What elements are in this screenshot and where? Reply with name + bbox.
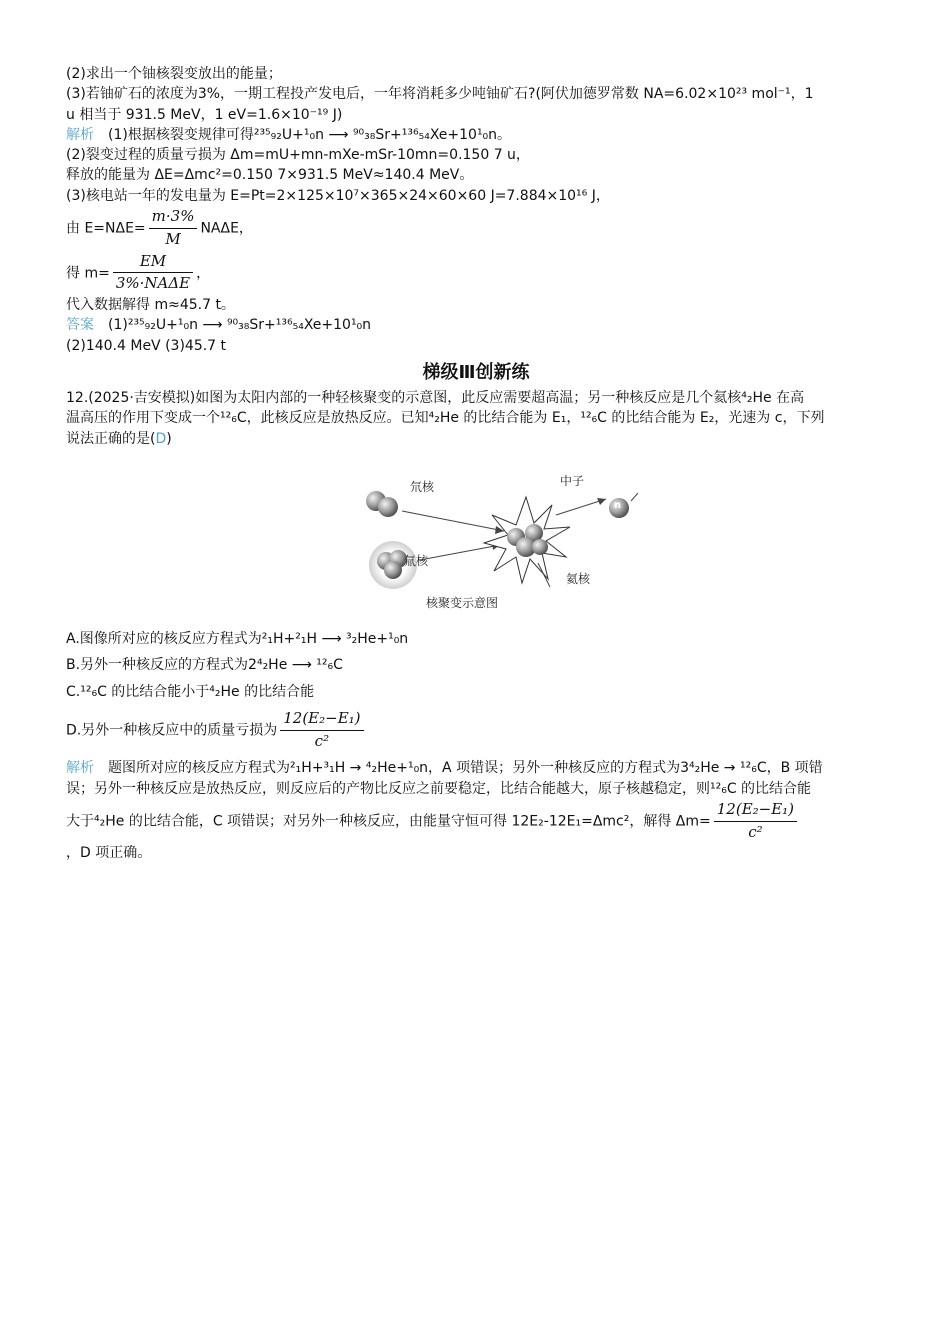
fusion-diagram: [338, 453, 638, 623]
fraction-denominator: c²: [748, 822, 763, 841]
answer-choice: D: [155, 430, 167, 447]
analysis-line-4: (3)核电站一年的发电量为 E=Pt=2×125×10⁷×365×24×60×60 J=7.884×10¹⁶ J，: [66, 187, 610, 204]
fraction: [113, 251, 193, 296]
analysis-line-7: 代入数据解得 m≈45.7 t。: [66, 297, 235, 314]
analysis-text: 题图所对应的核反应方程式为²₁H+³₁H → ⁴₂He+¹₀n，A 项错误；另外一种核反应的方程式为3⁴₂He → ¹²₆C，B 项错: [108, 760, 823, 777]
analysis-tag: 解析: [66, 126, 94, 143]
analysis-tag: 解析: [66, 760, 94, 777]
fraction: [280, 708, 363, 753]
option-d-text: D.另外一种核反应中的质量亏损为: [66, 722, 278, 739]
fraction-denominator: M: [165, 229, 181, 248]
analysis-line-6: [66, 251, 886, 296]
analysis-line-1: [66, 125, 886, 145]
answer-text-1: (1)²³⁵₉₂U+¹₀n ⟶ ⁹⁰₃₈Sr+¹³⁶₅₄Xe+10¹₀n: [108, 317, 372, 334]
analysis-text: 大于⁴₂He 的比结合能，C 项错误；对另外一种核反应，由能量守恒可得 12E₂-12E₁=Δmc²，解得 Δm=: [66, 813, 711, 830]
fraction-numerator: EM: [113, 251, 193, 274]
analysis-text-1: (1)根据核裂变规律可得²³⁵₉₂U+¹₀n ⟶ ⁹⁰₃₈Sr+¹³⁶₅₄Xe+10¹₀n。: [108, 126, 512, 143]
analysis-line-5: [66, 206, 886, 251]
formula-suffix: ，: [196, 264, 211, 281]
q12-analysis-line-1: [66, 758, 886, 778]
fraction-denominator: 3%·NAΔE: [115, 274, 191, 293]
question-3-line-1: (3)若铀矿石的浓度为3%，一期工程投产发电后，一年将消耗多少吨铀矿石?(阿伏加德罗常数 NA=6.02×10²³ mol⁻¹，1: [66, 86, 814, 103]
question-3-line-2: u 相当于 931.5 MeV，1 eV=1.6×10⁻¹⁹ J): [66, 106, 343, 123]
option-c: C.¹²₆C 的比结合能小于⁴₂He 的比结合能: [66, 683, 315, 700]
arrow-line: [420, 545, 500, 560]
analysis-line-3: 释放的能量为 ΔE=Δmc²=0.150 7×931.5 MeV≈140.4 MeV。: [66, 167, 474, 184]
formula-suffix: NAΔE，: [200, 220, 253, 237]
q12-stem-1: 12.(2025·吉安模拟)如图为太阳内部的一种轻核聚变的示意图，此反应需要超高温；另一种核反应是几个氦核⁴₂He 在高: [66, 390, 805, 407]
arrow-line: [631, 493, 638, 501]
label-neutron: 中子: [560, 473, 585, 488]
question-2: (2)求出一个铀核裂变放出的能量；: [66, 66, 282, 82]
label-tritium: 氚核: [404, 553, 429, 568]
label-helium: 氦核: [566, 571, 591, 586]
answer-line-1: [66, 315, 886, 335]
fraction: [149, 206, 198, 251]
arrow-line: [402, 511, 504, 531]
fraction: [714, 799, 797, 844]
fraction-numerator: m·3%: [149, 206, 198, 229]
option-b: B.另外一种核反应的方程式为2⁴₂He ⟶ ¹²₆C: [66, 657, 343, 674]
q12-stem-3: [66, 429, 886, 449]
neutron-symbol: n: [614, 499, 622, 511]
answer-line-2: (2)140.4 MeV (3)45.7 t: [66, 337, 227, 354]
formula-prefix: 得 m=: [66, 264, 110, 281]
section-title: 梯级Ⅲ创新练: [422, 361, 530, 383]
q12-analysis-line-2: 误；另外一种核反应是放热反应，则反应后的产物比反应之前要稳定，比结合能越大，原子核越稳定，则¹²₆C 的比结合能: [66, 780, 812, 797]
option-a: A.图像所对应的核反应方程式为²₁H+²₁H ⟶ ³₂He+¹₀n: [66, 630, 409, 647]
q12-analysis-line-3: [66, 799, 886, 844]
q12-analysis-line-4: ，D 项正确。: [66, 845, 152, 862]
option-d: [66, 708, 886, 753]
diagram-caption: 核聚变示意图: [426, 595, 499, 610]
stem-text: 说法正确的是(: [66, 430, 156, 447]
fraction-numerator: 12(E₂−E₁): [714, 799, 797, 822]
q12-stem-2: 温高压的作用下变成一个¹²₆C，此核反应是放热反应。已知⁴₂He 的比结合能为 E₁，¹²₆C 的比结合能为 E₂，光速为 c，下列: [66, 410, 825, 427]
fraction-numerator: 12(E₂−E₁): [280, 708, 363, 731]
formula-prefix: 由 E=NΔE=: [66, 220, 146, 237]
document-page: [66, 64, 886, 864]
label-deuterium: 氘核: [410, 479, 435, 494]
analysis-line-2: (2)裂变过程的质量亏损为 Δm=mU+mn-mXe-mSr-10mn=0.150 7 u，: [66, 147, 530, 164]
deuterium-nucleus: [366, 491, 398, 517]
stem-close: ): [166, 430, 172, 447]
fraction-denominator: c²: [314, 731, 330, 750]
answer-tag: 答案: [66, 317, 94, 334]
